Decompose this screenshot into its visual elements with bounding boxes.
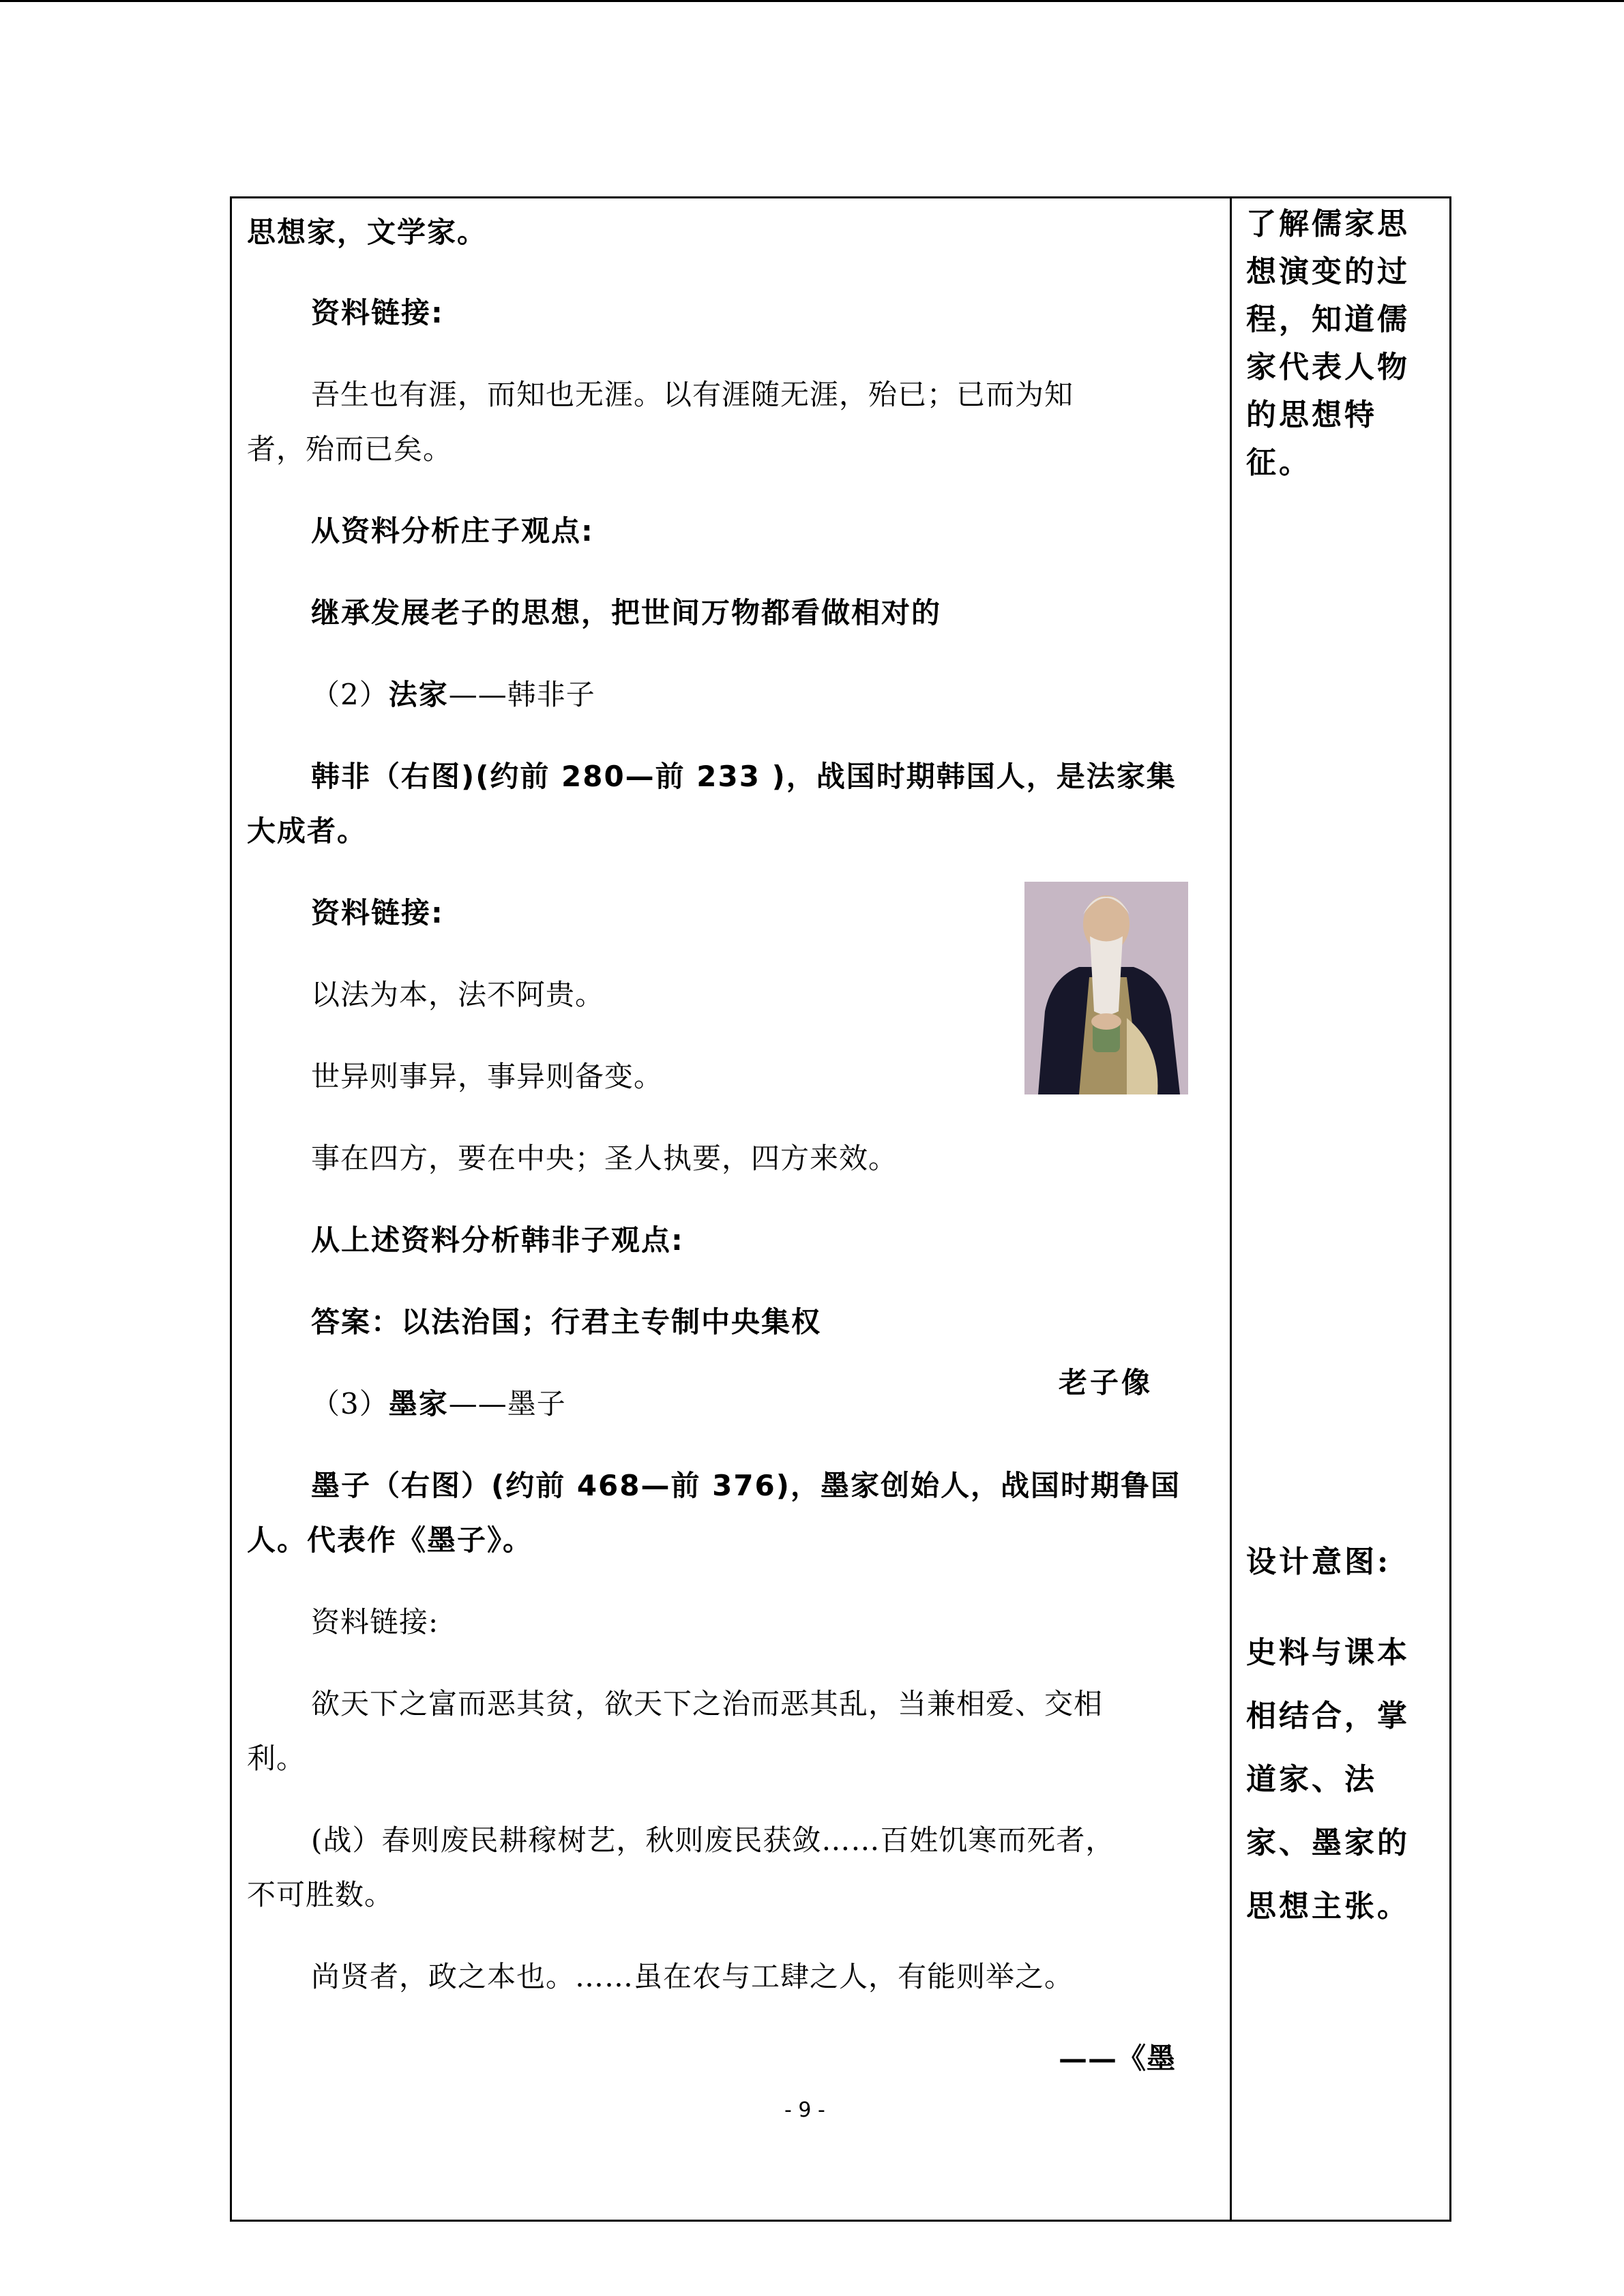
page-top-rule	[0, 0, 1624, 2]
text-line: 继承发展老子的思想，把世间万物都看做相对的	[311, 596, 942, 629]
portrait-caption: 老子像	[1059, 1366, 1153, 1399]
beard	[1090, 936, 1123, 1015]
text-line: 大成者。	[247, 814, 368, 848]
hands	[1091, 1013, 1121, 1030]
section-heading	[311, 674, 595, 715]
section-title: 墨家	[388, 1387, 449, 1420]
text-line: 者，殆而已矣。	[247, 432, 453, 466]
note-line: 的思想特	[1246, 398, 1377, 432]
text-line: ——《墨	[1059, 2042, 1177, 2075]
section-heading	[311, 1384, 566, 1425]
section-title: 法家	[388, 678, 449, 711]
note-line: 道家、法	[1246, 1762, 1377, 1797]
design-intent-label: 设计意图:	[1246, 1545, 1391, 1579]
text-line: 思想家，文学家。	[247, 215, 488, 249]
text-line: 从资料分析庄子观点:	[311, 514, 594, 548]
text-line: 事在四方，要在中央；圣人执要，四方来效。	[311, 1142, 898, 1175]
note-line: 想演变的过	[1246, 254, 1410, 289]
text-line: 答案：以法治国；行君主专制中央集权	[311, 1305, 822, 1339]
note-line: 征。	[1246, 445, 1312, 480]
text-line: 从上述资料分析韩非子观点:	[311, 1223, 684, 1257]
text-line: 尚贤者，政之本也。……虽在农与工肆之人，有能则举之。	[311, 1960, 1074, 1993]
text-line: 以法为本，法不阿贵。	[311, 978, 605, 1011]
text-line: 世异则事异，事异则备变。	[311, 1060, 664, 1093]
notes-column	[1246, 198, 1444, 2220]
note-line: 思想主张。	[1246, 1889, 1410, 1924]
note-line: 相结合，掌	[1246, 1699, 1410, 1733]
text-line: 吾生也有涯，而知也无涯。以有涯随无涯，殆已；已而为知	[311, 378, 1074, 411]
text-line: 资料链接:	[311, 296, 444, 329]
text-line: 资料链接:	[311, 1605, 439, 1639]
text-line: 墨子（右图）(约前 468—前 376)，墨家创始人，战国时期鲁国	[311, 1469, 1181, 1502]
note-line: 家、墨家的	[1246, 1825, 1410, 1860]
note-line: 史料与课本	[1246, 1635, 1410, 1670]
page-number: - 9 -	[784, 2098, 825, 2122]
lesson-table	[230, 196, 1451, 2222]
laozi-portrait-image	[1024, 882, 1188, 1094]
text-line: 不可胜数。	[247, 1878, 394, 1911]
portrait-drawing	[1024, 882, 1188, 1094]
section-number: （2）	[311, 678, 389, 711]
text-line: 韩非（右图)(约前 280—前 233 )，战国时期韩国人，是法家集	[311, 760, 1177, 793]
note-line: 家代表人物	[1246, 350, 1410, 385]
section-figure: ——韩非子	[448, 678, 595, 711]
text-line: (战）春则废民耕稼树艺，秋则废民获敛……百姓饥寒而死者，	[311, 1823, 1115, 1857]
column-divider	[1230, 198, 1232, 2220]
text-line: 人。代表作《墨子》。	[247, 1523, 533, 1557]
note-line: 了解儒家思	[1246, 207, 1410, 241]
text-line: 欲天下之富而恶其贫，欲天下之治而恶其乱，当兼相爱、交相	[311, 1687, 1104, 1720]
note-line: 程，知道儒	[1246, 302, 1410, 337]
text-line: 资料链接:	[311, 896, 444, 929]
section-number: （3）	[311, 1387, 389, 1420]
section-figure: ——墨子	[448, 1387, 566, 1420]
text-line: 利。	[247, 1742, 306, 1775]
content-column	[247, 198, 1215, 2220]
